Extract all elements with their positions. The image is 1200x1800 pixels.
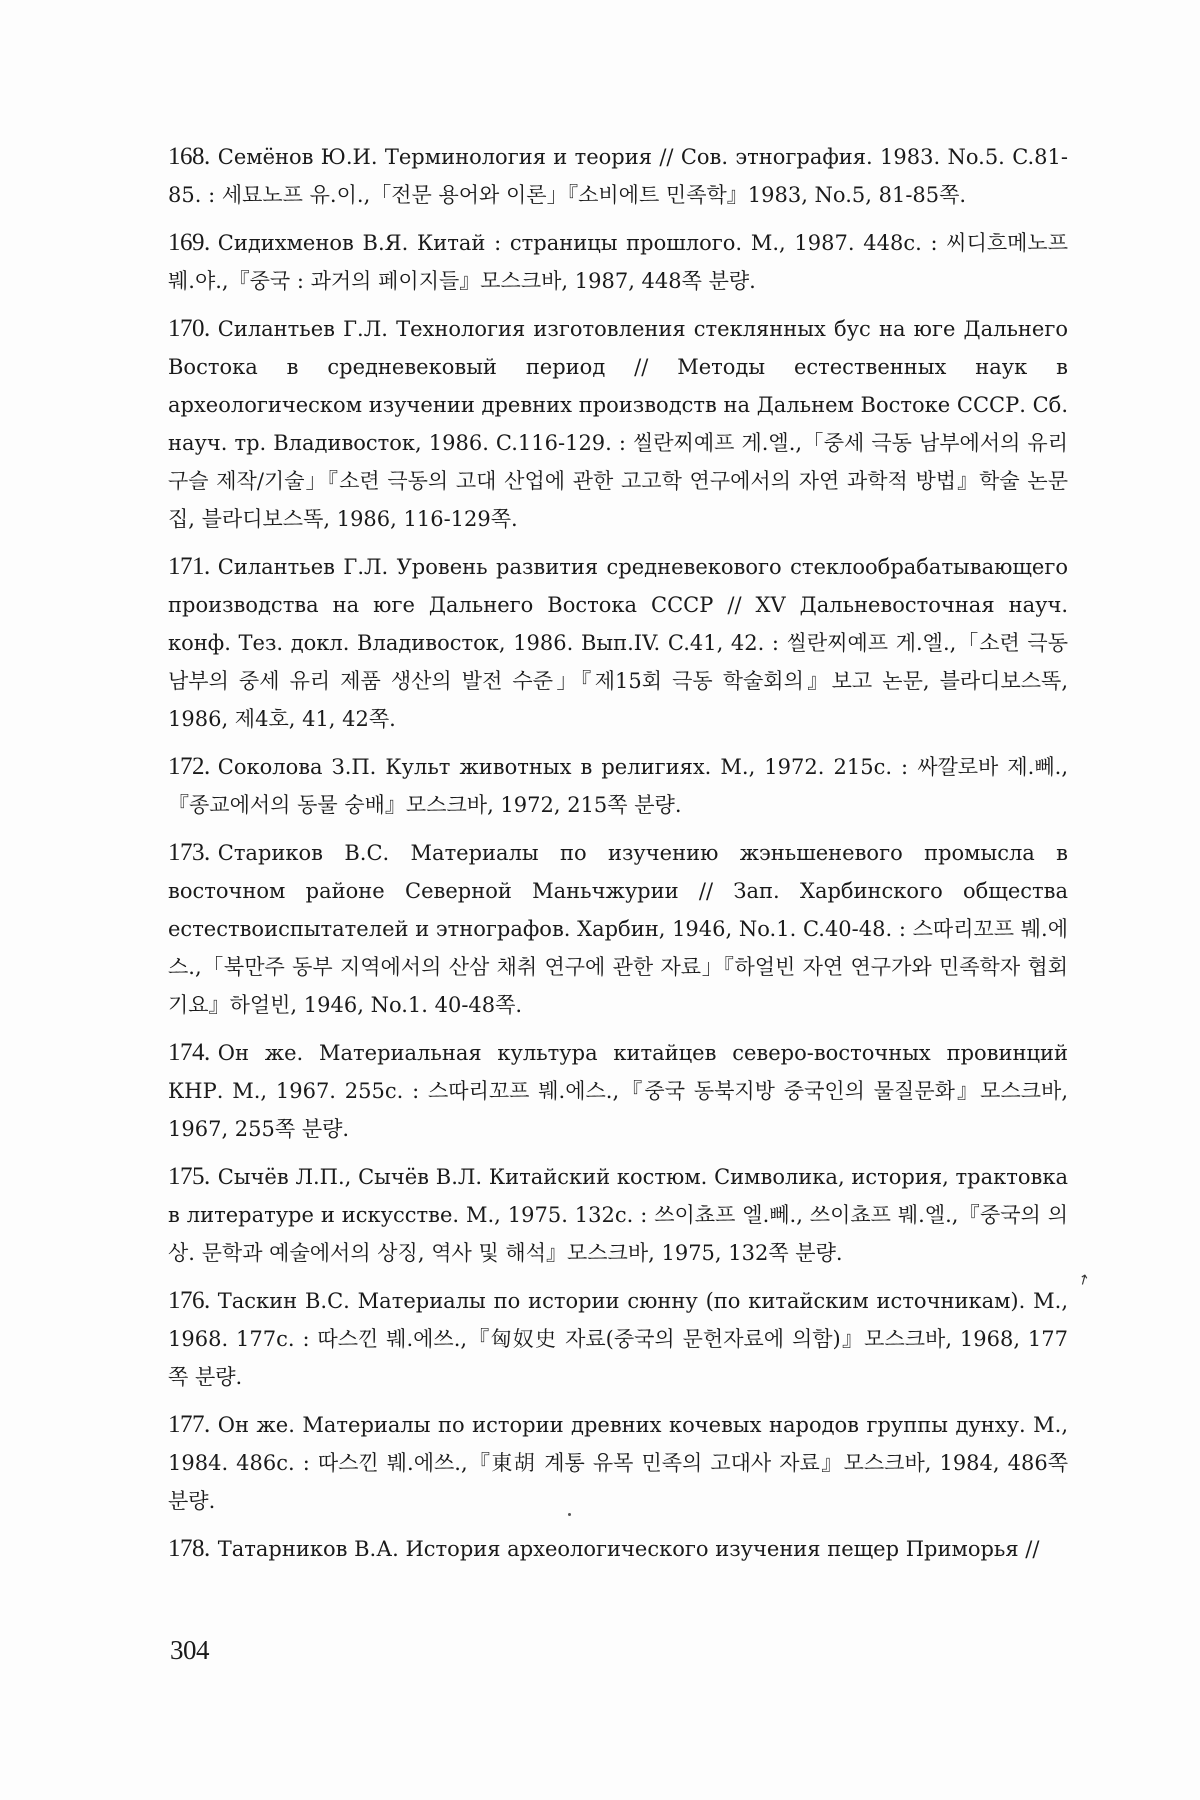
entry-text: Семёнов Ю.И. Терминология и теория // Сов. этнография. 1983. No.5. C.81-85. : 세묘노프 유.이.,「전문 용어와 이론」『소비에트 민족학』1983, No.5, 81-85쪽. — [168, 145, 1068, 207]
entry-number: 174. — [168, 1039, 210, 1066]
entry-number: 173. — [168, 839, 210, 866]
entry-number: 178. — [168, 1535, 210, 1562]
entry-number: 177. — [168, 1411, 210, 1438]
bibliography-list — [168, 138, 1068, 1578]
entry-text: Он же. Материалы по истории древних кочевых народов группы дунху. М., 1984. 486с. : 따스낀 붸.에쓰.,『東胡 계통 유목 민족의 고대사 자료』모스크바, 1984, 486쪽 분량. — [168, 1413, 1068, 1513]
bibliography-entry — [168, 310, 1068, 538]
entry-number: 176. — [168, 1287, 210, 1314]
bibliography-entry — [168, 1530, 1068, 1568]
entry-text: Он же. Материальная культура китайцев северо-восточных провинций КНР. М., 1967. 255с. : 스따리꼬프 붸.에스.,『중국 동북지방 중국인의 물질문화』모스크바, 1967, 255쪽 분량. — [168, 1041, 1068, 1141]
bibliography-entry — [168, 834, 1068, 1024]
entry-text: Силантьев Г.Л. Технология изготовления стеклянных бус на юге Дальнего Востока в средневековый период // Методы естественных наук в археологическом изучении древних производств на Дальнем Востоке СССР. Сб. науч. тр. Владивосток, 1986. C.116-129. : 씰란찌예프 게.엘.,「중세 극동 남부에서의 유리 구슬 제작/기술」『소련 극동의 고대 산업에 관한 고고학 연구에서의 자연 과학적 방법』학술 논문집, 블라디보스똑, 1986, 116-129쪽. — [168, 317, 1068, 531]
page-number: 304 — [170, 1635, 209, 1665]
entry-number: 170. — [168, 315, 210, 342]
entry-number: 168. — [168, 143, 210, 170]
ink-speck-mark: ↗ — [1074, 1270, 1093, 1290]
entry-text: Сычёв Л.П., Сычёв В.Л. Китайский костюм. Символика, история, трактовка в литературе и искусстве. М., 1975. 132с. : 쓰이쵸프 엘.뻬., 쓰이쵸프 붸.엘.,『중국의 의상. 문학과 예술에서의 상징, 역사 및 해석』모스크바, 1975, 132쪽 분량. — [168, 1165, 1068, 1265]
bibliography-entry — [168, 138, 1068, 214]
entry-text: Сидихменов В.Я. Китай : страницы прошлого. М., 1987. 448с. : 씨디흐메노프 붸.야.,『중국 : 과거의 페이지들』모스크바, 1987, 448쪽 분량. — [168, 231, 1068, 293]
bibliography-entry — [168, 548, 1068, 738]
entry-number: 171. — [168, 553, 210, 580]
entry-text: Соколова З.П. Культ животных в религиях. М., 1972. 215с. : 싸깔로바 제.뻬.,『종교에서의 동물 숭배』모스크바, 1972, 215쪽 분량. — [168, 755, 1068, 817]
entry-number: 169. — [168, 229, 210, 256]
bibliography-entry — [168, 224, 1068, 300]
ink-dot-mark — [568, 1513, 571, 1516]
entry-text: Таскин В.С. Материалы по истории сюнну (по китайским источникам). М., 1968. 177с. : 따스낀 붸.에쓰.,『匈奴史 자료(중국의 문헌자료에 의함)』모스크바, 1968, 177쪽 분량. — [168, 1289, 1068, 1389]
entry-text: Татарников В.А. История археологического изучения пещер Приморья // — [217, 1537, 1040, 1561]
entry-number: 175. — [168, 1163, 210, 1190]
bibliography-entry — [168, 1282, 1068, 1396]
bibliography-entry — [168, 1406, 1068, 1520]
bibliography-entry — [168, 748, 1068, 824]
entry-number: 172. — [168, 753, 210, 780]
entry-text: Стариков В.С. Материалы по изучению жэньшеневого промысла в восточном районе Северной Маньчжурии // Зап. Харбинского общества естествоиспытателей и этнографов. Харбин, 1946, No.1. C.40-48. : 스따리꼬프 붸.에스.,「북만주 동부 지역에서의 산삼 채취 연구에 관한 자료」『하얼빈 자연 연구가와 민족학자 협회 기요』하얼빈, 1946, No.1. 40-48쪽. — [168, 841, 1068, 1017]
bibliography-entry — [168, 1034, 1068, 1148]
bibliography-entry — [168, 1158, 1068, 1272]
entry-text: Силантьев Г.Л. Уровень развития средневекового стеклообрабатывающего производства на юге Дальнего Востока СССР // XV Дальневосточная науч. конф. Тез. докл. Владивосток, 1986. Вып.IV. C.41, 42. : 씰란찌예프 게.엘.,「소련 극동 남부의 중세 유리 제품 생산의 발전 수준」『제15회 극동 학술회의』보고 논문, 블라디보스똑, 1986, 제4호, 41, 42쪽. — [168, 555, 1068, 731]
